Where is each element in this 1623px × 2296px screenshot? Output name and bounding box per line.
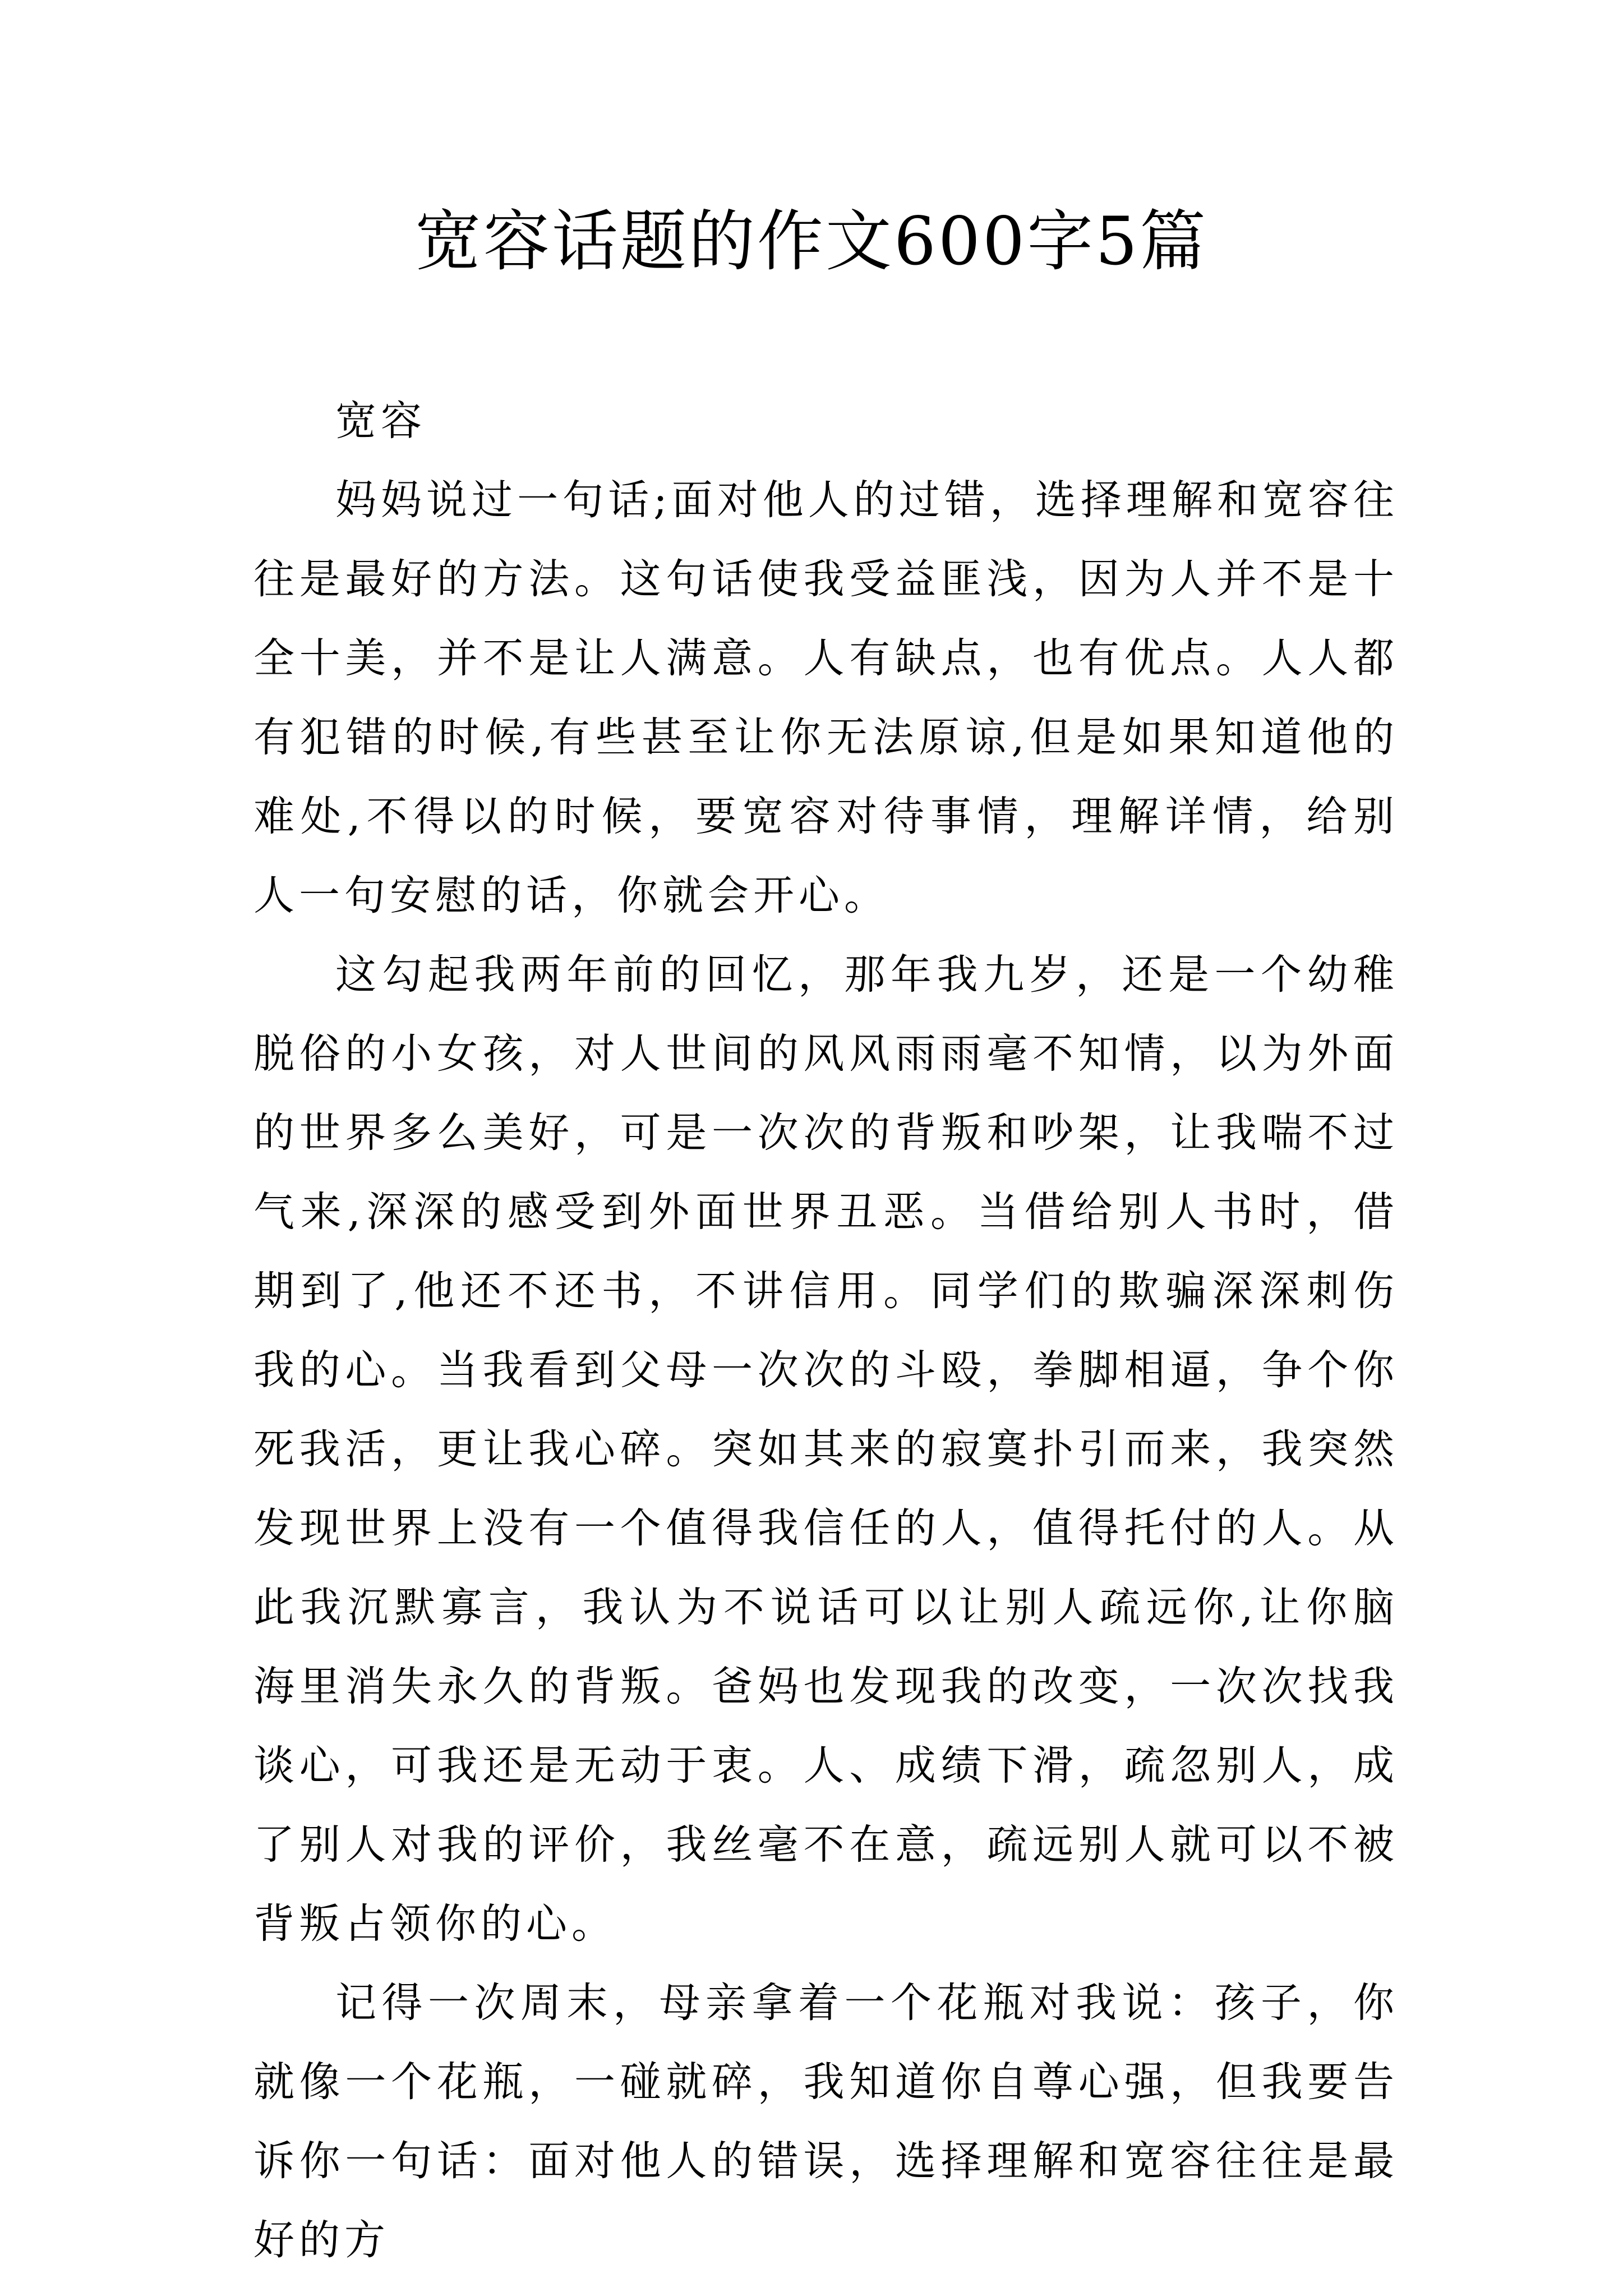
- document-body: [253, 381, 1399, 2280]
- section-subtitle: 宽容: [335, 397, 426, 445]
- paragraph: 这勾起我两年前的回忆，那年我九岁，还是一个幼稚脱俗的小女孩，对人世间的风风雨雨毫不知情，以为外面的世界多么美好，可是一次次的背叛和吵架，让我喘不过气来,深深的感受到外面世界丑恶。当借给别人书时，借期到了,他还不还书，不讲信用。同学们的欺骗深深刺伤我的心。当我看到父母一次次的斗殴，拳脚相逼，争个你死我活，更让我心碎。突如其来的寂寞扑引而来，我突然发现世界上没有一个值得我信任的人，值得托付的人。从此我沉默寡言，我认为不说话可以让别人疏远你,让你脑海里消失永久的背叛。爸妈也发现我的改变，一次次找我谈心，可我还是无动于衷。人、成绩下滑，疏忽别人，成了别人对我的评价，我丝毫不在意，疏远别人就可以不被背叛占领你的心。: [253, 951, 1399, 1948]
- paragraph: 妈妈说过一句话;面对他人的过错，选择理解和宽容往往是最好的方法。这句话使我受益匪浅，因为人并不是十全十美，并不是让人满意。人有缺点，也有优点。人人都有犯错的时候,有些甚至让你无法原谅,但是如果知道他的难处,不得以的时候，要宽容对待事情，理解详情，给别人一句安慰的话，你就会开心。: [253, 476, 1399, 919]
- paragraph: 记得一次周末，母亲拿着一个花瓶对我说：孩子，你就像一个花瓶，一碰就碎，我知道你自尊心强，但我要告诉你一句话：面对他人的错误，选择理解和宽容往往是最好的方: [253, 1979, 1399, 2264]
- document-title: 宽容话题的作文600字5篇: [414, 203, 1209, 280]
